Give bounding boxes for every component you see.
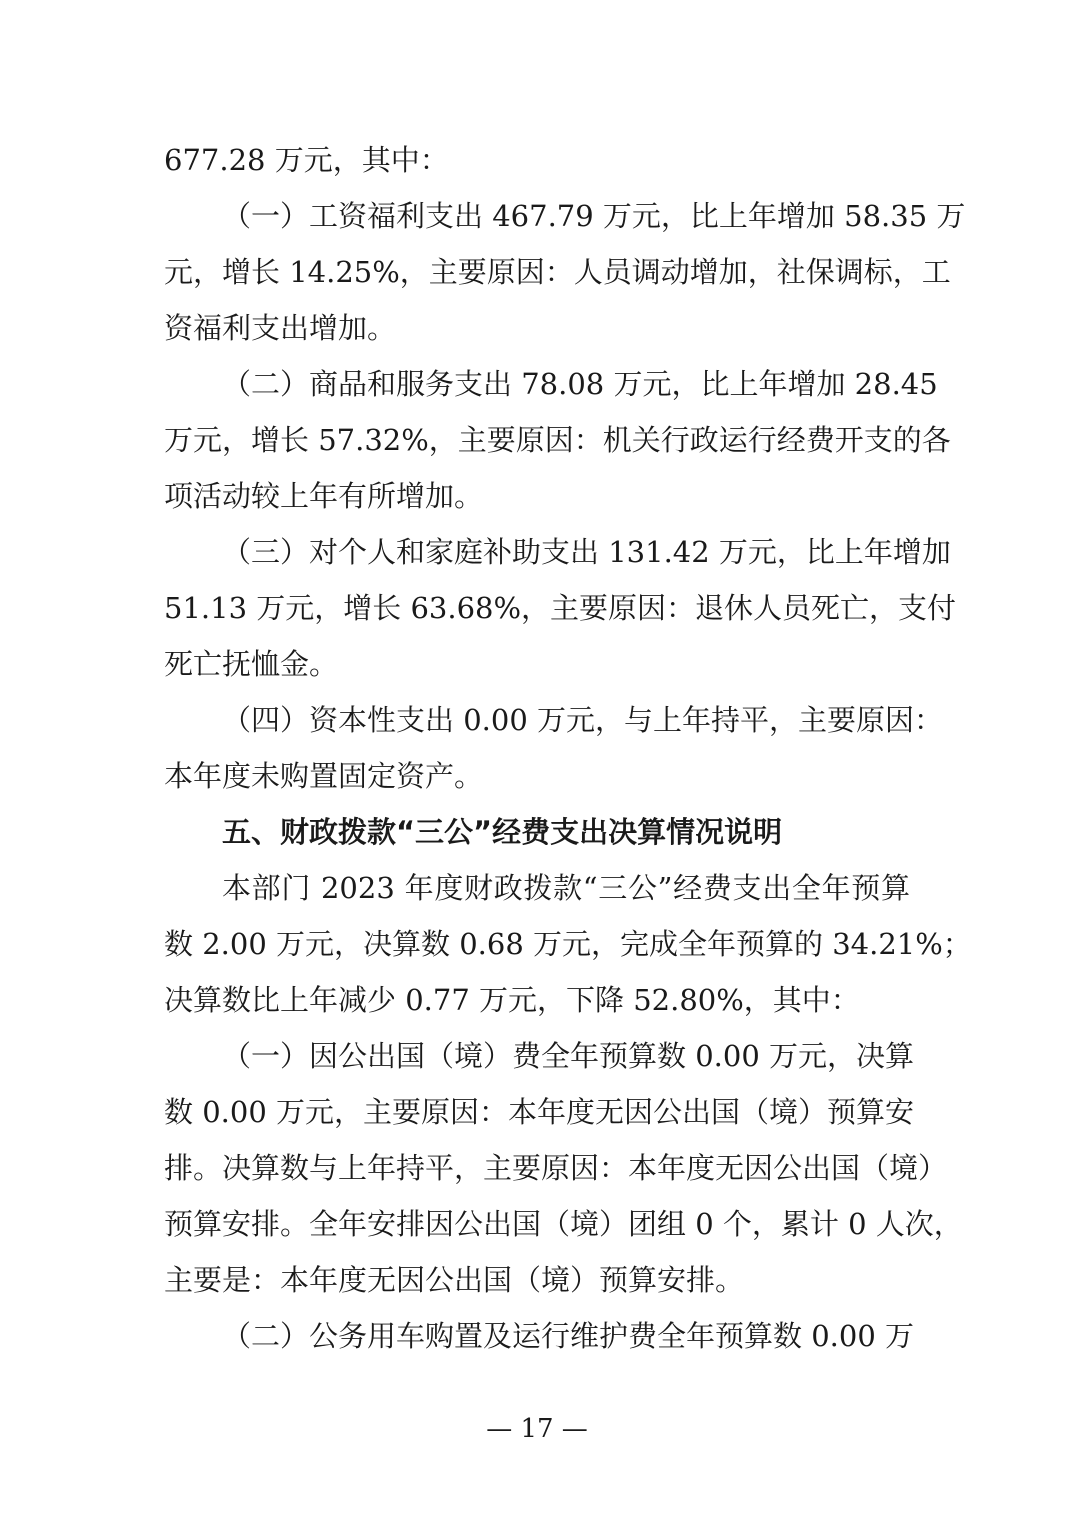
text-line-7: 项活动较上年有所增加。: [164, 479, 484, 513]
text-line-11: （四）资本性支出 0.00 万元，与上年持平，主要原因：: [222, 703, 944, 737]
text-line-15: 数 2.00 万元，决算数 0.68 万元，完成全年预算的 34.21%；: [164, 927, 972, 961]
text-line-6: 万元，增长 57.32%，主要原因：机关行政运行经费开支的各: [164, 423, 951, 457]
text-line-3: 元，增长 14.25%，主要原因：人员调动增加，社保调标，工: [164, 255, 951, 289]
text-line-9: 51.13 万元，增长 63.68%，主要原因：退休人员死亡，支付: [164, 591, 957, 625]
section-heading: 五、财政拨款“三公”经费支出决算情况说明: [222, 815, 783, 849]
page-number: — 17 —: [486, 1414, 588, 1444]
text-line-5: （二）商品和服务支出 78.08 万元，比上年增加 28.45: [222, 367, 938, 401]
text-line-21: 主要是：本年度无因公出国（境）预算安排。: [164, 1263, 745, 1297]
text-line-22: （二）公务用车购置及运行维护费全年预算数 0.00 万: [222, 1319, 915, 1353]
text-line-18: 数 0.00 万元，主要原因：本年度无因公出国（境）预算安: [164, 1095, 915, 1129]
text-line-16: 决算数比上年减少 0.77 万元，下降 52.80%，其中：: [164, 983, 860, 1017]
text-line-10: 死亡抚恤金。: [164, 647, 339, 681]
text-line-19: 排。决算数与上年持平，主要原因：本年度无因公出国（境）: [164, 1151, 948, 1185]
text-line-8: （三）对个人和家庭补助支出 131.42 万元，比上年增加: [222, 535, 951, 569]
text-line-17: （一）因公出国（境）费全年预算数 0.00 万元，决算: [222, 1039, 915, 1073]
text-line-1: 677.28 万元，其中：: [164, 143, 449, 177]
text-line-14: 本部门 2023 年度财政拨款“三公”经费支出全年预算: [222, 871, 910, 905]
text-line-2: （一）工资福利支出 467.79 万元，比上年增加 58.35 万: [222, 199, 966, 233]
text-line-12: 本年度未购置固定资产。: [164, 759, 484, 793]
text-line-20: 预算安排。全年安排因公出国（境）团组 0 个，累计 0 人次，: [164, 1207, 963, 1241]
text-line-4: 资福利支出增加。: [164, 311, 397, 345]
